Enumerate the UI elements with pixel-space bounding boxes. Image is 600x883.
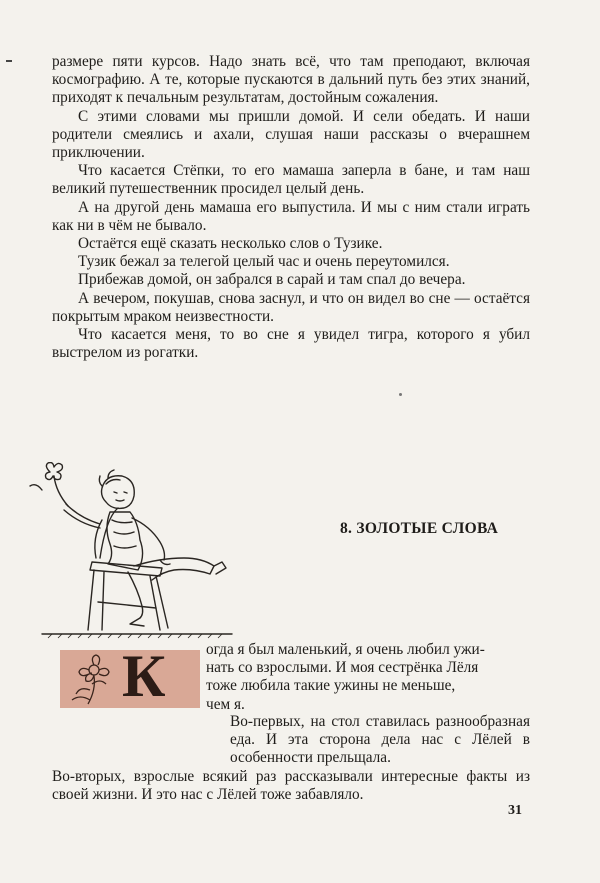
top-text-block [52, 53, 530, 362]
paragraph: Что касается Стёпки, то его мамаша заперла в бане, и там наш великий путешественник просидел целый день. [52, 162, 530, 198]
margin-mark [6, 60, 12, 62]
paragraph: А вечером, покушав, снова заснул, и что он видел во сне — остаётся покрытым мраком неизвестности. [52, 289, 530, 325]
drop-cap-block [60, 650, 200, 708]
text-line: чем я. [206, 695, 245, 713]
print-speck [399, 393, 402, 396]
text-line: тоже любила такие ужины не меньше, [206, 677, 456, 695]
text-line: нать со взрослыми. И моя сестрёнка Лёля [206, 659, 479, 677]
paragraph: Во-первых, на стол ставилась разнообразная еда. И эта сторона дела нас с Лёлей в особенности прельщала. [230, 713, 530, 767]
paragraph: Во-вторых, взрослые всякий раз рассказывали интересные факты из своей жизни. И это нас с Лёлей тоже забавляло. [52, 767, 530, 803]
page-number: 31 [508, 803, 522, 818]
paragraph: Остаётся ещё сказать несколько слов о Тузике. [78, 235, 383, 253]
drop-cap-letter: К [122, 650, 166, 708]
paragraph: Что касается меня, то во сне я увидел тигра, которого я убил выстрелом из рогатки. [52, 326, 530, 362]
paragraph: размере пяти курсов. Надо знать всё, что там преподают, включая космографию. А те, которые пускаются в дальний путь без этих знаний, приходят к печальным результатам, достойным сожаления. [52, 53, 530, 107]
dropcap-side-text [206, 641, 530, 714]
paragraph: Прибежав домой, он забрался в сарай и там спал до вечера. [78, 271, 466, 289]
paragraph: А на другой день мамаша его выпустила. И мы с ним стали играть как ни в чём не бывало. [52, 198, 530, 234]
paragraph: Тузик бежал за телегой целый час и очень переутомился. [78, 253, 450, 271]
paragraph: С этими словами мы пришли домой. И сели обедать. И наши родители смеялись и ахали, слушая наши рассказы о вчерашнем приключении. [52, 107, 530, 162]
boy-on-chair-illustration [28, 462, 238, 648]
bottom-text-block [52, 713, 530, 804]
text-line: огда я был маленький, я очень любил ужи- [206, 641, 485, 658]
chapter-title: 8. ЗОЛОТЫЕ СЛОВА [340, 520, 499, 537]
